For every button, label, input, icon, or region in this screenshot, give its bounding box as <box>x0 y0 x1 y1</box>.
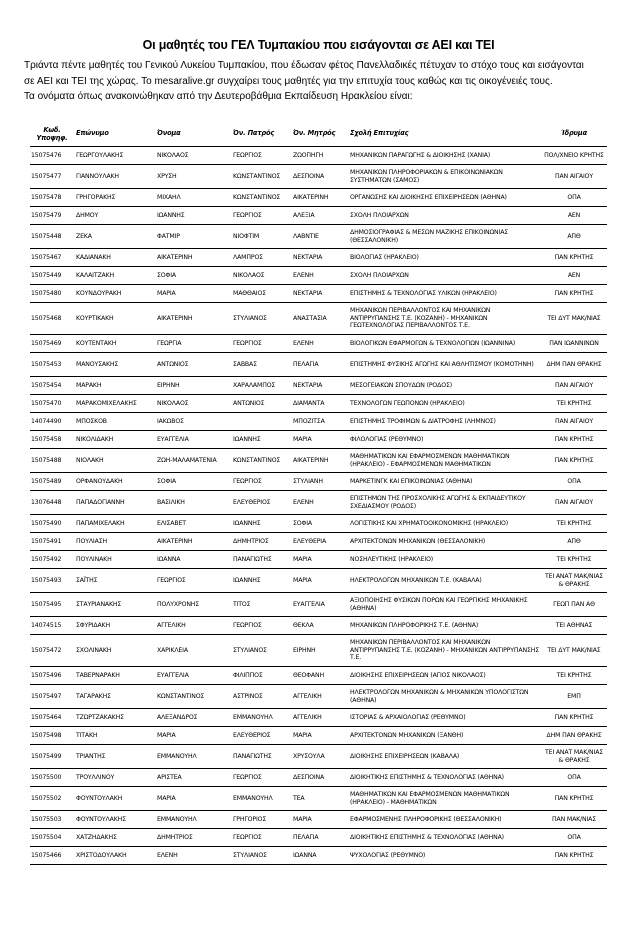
cell-school: ΜΗΧΑΝΙΚΩΝ ΠΑΡΑΓΩΓΗΣ & ΔΙΟΙΚΗΣΗΣ (ΧΑΝΙΑ) <box>348 147 541 165</box>
cell-candidate-code: 15075497 <box>30 685 74 709</box>
cell-father-name: ΕΜΜΑΝΟΥΗΛ <box>231 709 291 727</box>
cell-surname: ΤΡΟΥΛΛΙΝΟΥ <box>74 769 155 787</box>
cell-first-name: ΖΩΗ-ΜΑΛΑΜΑΤΕΝΙΑ <box>155 449 231 473</box>
cell-school: ΙΣΤΟΡΙΑΣ & ΑΡΧΑΙΟΛΟΓΙΑΣ (ΡΕΘΥΜΝΟ) <box>348 709 541 727</box>
cell-candidate-code: 15075454 <box>30 377 74 395</box>
cell-first-name: ΑΙΚΑΤΕΡΙΝΗ <box>155 533 231 551</box>
cell-institution: ΤΕΙ ΑΝΑΤ ΜΑΚ/ΝΙΑΣ & ΘΡΑΚΗΣ <box>541 569 607 593</box>
table-row <box>30 593 607 617</box>
cell-father-name: ΚΩΝΣΤΑΝΤΙΝΟΣ <box>231 449 291 473</box>
cell-first-name: ΕΥΑΓΓΕΛΙΑ <box>155 667 231 685</box>
cell-surname: ΖΕΚΑ <box>74 225 155 249</box>
table-row <box>30 635 607 667</box>
cell-mother-name: ΔΕΣΠΟΙΝΑ <box>291 769 348 787</box>
header-father-name: Όν. Πατρός <box>231 122 291 147</box>
cell-surname: ΓΕΩΡΓΟΥΛΑΚΗΣ <box>74 147 155 165</box>
cell-first-name: ΣΟΦΙΑ <box>155 267 231 285</box>
cell-father-name: ΓΕΩΡΓΙΟΣ <box>231 147 291 165</box>
cell-mother-name: ΣΟΦΙΑ <box>291 515 348 533</box>
cell-surname: ΔΗΜΟΥ <box>74 207 155 225</box>
cell-institution: ΠΑΝ ΑΙΓΑΙΟΥ <box>541 165 607 189</box>
cell-mother-name: ΜΑΡΙΑ <box>291 569 348 593</box>
cell-mother-name: ΕΛΕΝΗ <box>291 267 348 285</box>
cell-candidate-code: 15075498 <box>30 727 74 745</box>
cell-mother-name: ΛΑΒΝΤΙΕ <box>291 225 348 249</box>
cell-school: ΜΑΡΚΕΤΙΝΓΚ ΚΑΙ ΕΠΙΚΟΙΝΩΝΙΑΣ (ΑΘΗΝΑ) <box>348 473 541 491</box>
cell-mother-name: ΕΛΕΥΘΕΡΙΑ <box>291 533 348 551</box>
cell-first-name: ΧΡΥΣΗ <box>155 165 231 189</box>
cell-school: ΗΛΕΚΤΡΟΛΟΓΩΝ ΜΗΧΑΝΙΚΩΝ Τ.Ε. (ΚΑΒΑΛΑ) <box>348 569 541 593</box>
table-row <box>30 847 607 865</box>
cell-candidate-code: 15075449 <box>30 267 74 285</box>
cell-first-name: ΕΥΑΓΓΕΛΙΑ <box>155 431 231 449</box>
cell-mother-name: ΕΛΕΝΗ <box>291 491 348 515</box>
header-first-name: Όνομα <box>155 122 231 147</box>
cell-school: ΔΙΟΙΚΗΤΙΚΗΣ ΕΠΙΣΤΗΜΗΣ & ΤΕΧΝΟΛΟΓΙΑΣ (ΑΘΗΝΑ) <box>348 829 541 847</box>
cell-surname: ΜΑΡΑΚΟΜΙΧΕΛΑΚΗΣ <box>74 395 155 413</box>
cell-first-name: ΜΑΡΙΑ <box>155 787 231 811</box>
cell-mother-name: ΝΕΚΤΑΡΙΑ <box>291 285 348 303</box>
cell-school: ΜΗΧΑΝΙΚΩΝ ΠΛΗΡΟΦΟΡΙΑΚΩΝ & ΕΠΙΚΟΙΝΩΝΙΑΚΩΝ ΣΥΣΤΗΜΑΤΩΝ (ΣΑΜΟΣ) <box>348 165 541 189</box>
cell-school: ΦΙΛΟΛΟΓΙΑΣ (ΡΕΘΥΜΝΟ) <box>348 431 541 449</box>
cell-first-name: ΙΑΚΩΒΟΣ <box>155 413 231 431</box>
cell-school: ΝΟΣΗΛΕΥΤΙΚΗΣ (ΗΡΑΚΛΕΙΟ) <box>348 551 541 569</box>
cell-surname: ΓΡΗΓΟΡΑΚΗΣ <box>74 189 155 207</box>
table-row <box>30 335 607 353</box>
cell-first-name: ΕΜΜΑΝΟΥΗΛ <box>155 745 231 769</box>
header-school: Σχολή Επιτυχίας <box>348 122 541 147</box>
cell-father-name: ΣΤΥΛΙΑΝΟΣ <box>231 635 291 667</box>
cell-first-name: ΜΙΧΑΗΛ <box>155 189 231 207</box>
cell-school: ΨΥΧΟΛΟΓΙΑΣ (ΡΕΘΥΜΝΟ) <box>348 847 541 865</box>
cell-father-name: ΓΕΩΡΓΙΟΣ <box>231 207 291 225</box>
document-title: Οι μαθητές του ΓΕΛ Τυμπακίου που εισάγονται σε ΑΕΙ και ΤΕΙ <box>142 38 495 52</box>
cell-candidate-code: 15075492 <box>30 551 74 569</box>
header-surname: Επώνυμο <box>74 122 155 147</box>
cell-mother-name: ΜΠΟΖΙΤΣΑ <box>291 413 348 431</box>
header-candidate-code: Κωδ. Υποψηφ. <box>30 122 74 147</box>
cell-mother-name: ΘΕΟΦΑΝΗ <box>291 667 348 685</box>
cell-mother-name: ΜΑΡΙΑ <box>291 551 348 569</box>
cell-surname: ΤΑΓΑΡΑΚΗΣ <box>74 685 155 709</box>
cell-candidate-code: 15075503 <box>30 811 74 829</box>
cell-school: ΔΙΟΙΚΗΣΗΣ ΕΠΙΧΕΙΡΗΣΕΩΝ (ΑΓΙΟΣ ΝΙΚΟΛΑΟΣ) <box>348 667 541 685</box>
cell-father-name: ΕΛΕΥΘΕΡΙΟΣ <box>231 727 291 745</box>
cell-mother-name: ΘΕΚΛΑ <box>291 617 348 635</box>
cell-candidate-code: 15075478 <box>30 189 74 207</box>
cell-first-name: ΑΛΕΞΑΝΔΡΟΣ <box>155 709 231 727</box>
table-row <box>30 551 607 569</box>
cell-candidate-code: 15075499 <box>30 745 74 769</box>
cell-school: ΕΠΙΣΤΗΜΗΣ & ΤΕΧΝΟΛΟΓΙΑΣ ΥΛΙΚΩΝ (ΗΡΑΚΛΕΙΟ) <box>348 285 541 303</box>
cell-institution: ΠΑΝ ΑΙΓΑΙΟΥ <box>541 491 607 515</box>
cell-surname: ΣΦΥΡΙΔΑΚΗ <box>74 617 155 635</box>
cell-mother-name: ΠΕΛΑΓΙΑ <box>291 829 348 847</box>
cell-candidate-code: 15075468 <box>30 303 74 335</box>
cell-surname: ΠΟΥΛΙΝΑΚΗ <box>74 551 155 569</box>
cell-first-name: ΕΛΕΝΗ <box>155 847 231 865</box>
cell-mother-name: ΣΤΥΛΙΑΝΗ <box>291 473 348 491</box>
cell-mother-name: ΖΩΟΠΗΓΗ <box>291 147 348 165</box>
cell-surname: ΚΑΔΙΑΝΑΚΗ <box>74 249 155 267</box>
cell-father-name: ΣΑΒΒΑΣ <box>231 353 291 377</box>
table-row <box>30 189 607 207</box>
cell-first-name: ΜΑΡΙΑ <box>155 285 231 303</box>
cell-surname: ΚΑΛΑΙΤΖΑΚΗ <box>74 267 155 285</box>
cell-school: ΜΑΘΗΜΑΤΙΚΩΝ ΚΑΙ ΕΦΑΡΜΟΣΜΕΝΩΝ ΜΑΘΗΜΑΤΙΚΩΝ (ΗΡΑΚΛΕΙΟ) - ΕΦΑΡΜΟΣΜΕΝΩΝ ΜΑΘΗΜΑΤΙΚΩΝ <box>348 449 541 473</box>
cell-candidate-code: 15075469 <box>30 335 74 353</box>
cell-mother-name: ΔΕΣΠΟΙΝΑ <box>291 165 348 189</box>
cell-school: ΕΦΑΡΜΟΣΜΕΝΗΣ ΠΛΗΡΟΦΟΡΙΚΗΣ (ΘΕΣΣΑΛΟΝΙΚΗ) <box>348 811 541 829</box>
cell-candidate-code: 15075476 <box>30 147 74 165</box>
cell-candidate-code: 14074515 <box>30 617 74 635</box>
cell-institution: ΤΕΙ ΔΥΤ ΜΑΚ/ΝΙΑΣ <box>541 635 607 667</box>
cell-first-name: ΑΓΓΕΛΙΚΗ <box>155 617 231 635</box>
cell-candidate-code: 15075466 <box>30 847 74 865</box>
cell-school: ΑΡΧΙΤΕΚΤΟΝΩΝ ΜΗΧΑΝΙΚΩΝ (ΞΑΝΘΗ) <box>348 727 541 745</box>
cell-father-name: ΛΑΜΠΡΟΣ <box>231 249 291 267</box>
cell-father-name: ΕΛΕΥΘΕΡΙΟΣ <box>231 491 291 515</box>
cell-school: ΜΑΘΗΜΑΤΙΚΩΝ ΚΑΙ ΕΦΑΡΜΟΣΜΕΝΩΝ ΜΑΘΗΜΑΤΙΚΩΝ (ΗΡΑΚΛΕΙΟ) - ΜΑΘΗΜΑΤΙΚΩΝ <box>348 787 541 811</box>
cell-mother-name: ΑΓΓΕΛΙΚΗ <box>291 685 348 709</box>
cell-school: ΜΗΧΑΝΙΚΩΝ ΠΛΗΡΟΦΟΡΙΚΗΣ Τ.Ε. (ΑΘΗΝΑ) <box>348 617 541 635</box>
cell-surname: ΠΟΥΛΙΑΣΗ <box>74 533 155 551</box>
cell-school: ΣΧΟΛΗ ΠΛΟΙΑΡΧΩΝ <box>348 207 541 225</box>
cell-father-name: ΓΕΩΡΓΙΟΣ <box>231 617 291 635</box>
cell-mother-name: ΑΛΕΞΙΑ <box>291 207 348 225</box>
table-row <box>30 491 607 515</box>
cell-candidate-code: 15075493 <box>30 569 74 593</box>
cell-school: ΔΙΟΙΚΗΣΗΣ ΕΠΙΧΕΙΡΗΣΕΩΝ (ΚΑΒΑΛΑ) <box>348 745 541 769</box>
table-row <box>30 395 607 413</box>
cell-mother-name: ΕΥΑΓΓΕΛΙΑ <box>291 593 348 617</box>
cell-father-name: ΣΤΥΛΙΑΝΟΣ <box>231 303 291 335</box>
table-row <box>30 787 607 811</box>
cell-first-name: ΝΙΚΟΛΑΟΣ <box>155 147 231 165</box>
cell-school: ΛΟΓΙΣΤΙΚΗΣ ΚΑΙ ΧΡΗΜΑΤΟΟΙΚΟΝΟΜΙΚΗΣ (ΗΡΑΚΛΕΙΟ) <box>348 515 541 533</box>
cell-school: ΜΕΣΟΓΕΙΑΚΩΝ ΣΠΟΥΔΩΝ (ΡΟΔΟΣ) <box>348 377 541 395</box>
cell-institution: ΕΜΠ <box>541 685 607 709</box>
cell-surname: ΤΖΩΡΤΖΑΚΑΚΗΣ <box>74 709 155 727</box>
cell-surname: ΜΠΟΣΚΟΒ <box>74 413 155 431</box>
cell-institution: ΤΕΙ ΔΥΤ ΜΑΚ/ΝΙΑΣ <box>541 303 607 335</box>
cell-candidate-code: 15075464 <box>30 709 74 727</box>
table-row <box>30 431 607 449</box>
cell-father-name: ΙΩΑΝΝΗΣ <box>231 569 291 593</box>
cell-surname: ΟΡΦΑΝΟΥΔΑΚΗ <box>74 473 155 491</box>
table-row <box>30 249 607 267</box>
cell-surname: ΧΡΙΣΤΟΔΟΥΛΑΚΗ <box>74 847 155 865</box>
cell-father-name: ΙΩΑΝΝΗΣ <box>231 515 291 533</box>
cell-institution: ΠΑΝ ΑΙΓΑΙΟΥ <box>541 377 607 395</box>
table-header-row <box>30 122 607 147</box>
cell-candidate-code: 15075490 <box>30 515 74 533</box>
cell-institution: ΠΑΝ ΚΡΗΤΗΣ <box>541 431 607 449</box>
cell-school: ΑΡΧΙΤΕΚΤΟΝΩΝ ΜΗΧΑΝΙΚΩΝ (ΘΕΣΣΑΛΟΝΙΚΗ) <box>348 533 541 551</box>
cell-mother-name: ΝΕΚΤΑΡΙΑ <box>291 249 348 267</box>
cell-mother-name: ΑΙΚΑΤΕΡΙΝΗ <box>291 189 348 207</box>
cell-surname: ΚΟΥΝΔΟΥΡΑΚΗ <box>74 285 155 303</box>
table-row <box>30 377 607 395</box>
cell-father-name <box>231 413 291 431</box>
cell-father-name: ΓΕΩΡΓΙΟΣ <box>231 473 291 491</box>
intro-line: Τριάντα πέντε μαθητές του Γενικού Λυκείου Τυμπακίου, που έδωσαν φέτος Πανελλαδικές πέτυχαν το στόχο τους και εισάγονται <box>24 60 584 71</box>
cell-first-name: ΑΙΚΑΤΕΡΙΝΗ <box>155 249 231 267</box>
cell-father-name: ΤΙΤΟΣ <box>231 593 291 617</box>
table-row <box>30 829 607 847</box>
cell-candidate-code: 15075491 <box>30 533 74 551</box>
cell-institution: ΠΑΝ ΚΡΗΤΗΣ <box>541 449 607 473</box>
cell-surname: ΦΟΥΝΤΟΥΛΑΚΗΣ <box>74 811 155 829</box>
cell-candidate-code: 15075488 <box>30 449 74 473</box>
cell-institution: ΠΟΛ/ΧΝΕΙΟ ΚΡΗΤΗΣ <box>541 147 607 165</box>
table-row <box>30 303 607 335</box>
cell-institution: ΤΕΙ ΚΡΗΤΗΣ <box>541 515 607 533</box>
cell-surname: ΦΟΥΝΤΟΥΛΑΚΗ <box>74 787 155 811</box>
table-row <box>30 515 607 533</box>
cell-surname: ΤΡΙΑΝΤΗΣ <box>74 745 155 769</box>
table-row <box>30 745 607 769</box>
table-row <box>30 147 607 165</box>
cell-first-name: ΓΕΩΡΓΙΑ <box>155 335 231 353</box>
table-row <box>30 769 607 787</box>
table-row <box>30 569 607 593</box>
cell-first-name: ΕΛΙΣΑΒΕΤ <box>155 515 231 533</box>
cell-institution: ΔΗΜ ΠΑΝ ΘΡΑΚΗΣ <box>541 353 607 377</box>
cell-institution: ΟΠΑ <box>541 473 607 491</box>
cell-father-name: ΝΙΚΟΛΑΟΣ <box>231 267 291 285</box>
table-row <box>30 811 607 829</box>
cell-father-name: ΠΑΝΑΓΙΩΤΗΣ <box>231 745 291 769</box>
cell-father-name: ΚΩΝΣΤΑΝΤΙΝΟΣ <box>231 165 291 189</box>
cell-surname: ΓΙΑΝΝΟΥΛΑΚΗ <box>74 165 155 189</box>
cell-institution: ΓΕΩΠ ΠΑΝ ΑΘ <box>541 593 607 617</box>
cell-institution: ΤΕΙ ΚΡΗΤΗΣ <box>541 667 607 685</box>
table-row <box>30 165 607 189</box>
cell-mother-name: ΠΕΛΑΓΙΑ <box>291 353 348 377</box>
cell-first-name: ΠΟΛΥΧΡΟΝΗΣ <box>155 593 231 617</box>
cell-institution: ΠΑΝ ΚΡΗΤΗΣ <box>541 787 607 811</box>
cell-school: ΑΞΙΟΠΟΙΗΣΗΣ ΦΥΣΙΚΩΝ ΠΟΡΩΝ ΚΑΙ ΓΕΩΡΓΙΚΗΣ ΜΗΧΑΝΙΚΗΣ (ΑΘΗΝΑ) <box>348 593 541 617</box>
cell-father-name: ΝΙΟΦΤΙΜ <box>231 225 291 249</box>
cell-candidate-code: 15075470 <box>30 395 74 413</box>
cell-surname: ΤΙΤΑΚΗ <box>74 727 155 745</box>
cell-surname: ΚΟΥΤΕΝΤΑΚΗ <box>74 335 155 353</box>
cell-first-name: ΕΜΜΑΝΟΥΗΛ <box>155 811 231 829</box>
cell-mother-name: ΔΙΑΜΑΝΤΑ <box>291 395 348 413</box>
cell-father-name: ΑΝΤΩΝΙΟΣ <box>231 395 291 413</box>
cell-first-name: ΑΝΤΩΝΙΟΣ <box>155 353 231 377</box>
cell-candidate-code: 15075502 <box>30 787 74 811</box>
cell-institution: ΑΕΝ <box>541 267 607 285</box>
cell-surname: ΠΑΠΑΜΙΧΕΛΑΚΗ <box>74 515 155 533</box>
cell-candidate-code: 14074490 <box>30 413 74 431</box>
cell-first-name: ΑΙΚΑΤΕΡΙΝΗ <box>155 303 231 335</box>
cell-mother-name: ΑΝΑΣΤΑΣΙΑ <box>291 303 348 335</box>
table-row <box>30 709 607 727</box>
cell-candidate-code: 15075453 <box>30 353 74 377</box>
table-row <box>30 617 607 635</box>
cell-first-name: ΙΩΑΝΝΑ <box>155 551 231 569</box>
cell-father-name: ΣΤΥΛΙΑΝΟΣ <box>231 847 291 865</box>
cell-father-name: ΓΕΩΡΓΙΟΣ <box>231 829 291 847</box>
cell-surname: ΣΑΪΤΗΣ <box>74 569 155 593</box>
cell-father-name: ΑΣΤΡΙΝΟΣ <box>231 685 291 709</box>
cell-school: ΔΗΜΟΣΙΟΓΡΑΦΙΑΣ & ΜΕΣΩΝ ΜΑΖΙΚΗΣ ΕΠΙΚΟΙΝΩΝΙΑΣ (ΘΕΣΣΑΛΟΝΙΚΗ) <box>348 225 541 249</box>
table-row <box>30 413 607 431</box>
table-row <box>30 207 607 225</box>
cell-first-name: ΦΑΤΜΙΡ <box>155 225 231 249</box>
cell-father-name: ΧΑΡΑΛΑΜΠΟΣ <box>231 377 291 395</box>
intro-line: Τα ονόματα όπως ανακοινώθηκαν από την Δευτεροβάθμια Εκπαίδευση Ηρακλείου είναι: <box>24 91 413 102</box>
cell-candidate-code: 15075467 <box>30 249 74 267</box>
cell-first-name: ΓΕΩΡΓΙΟΣ <box>155 569 231 593</box>
table-row <box>30 533 607 551</box>
cell-mother-name: ΤΕΑ <box>291 787 348 811</box>
cell-candidate-code: 15075496 <box>30 667 74 685</box>
cell-institution: ΠΑΝ ΚΡΗΤΗΣ <box>541 285 607 303</box>
cell-institution: ΤΕΙ ΚΡΗΤΗΣ <box>541 551 607 569</box>
cell-institution: ΠΑΝ ΚΡΗΤΗΣ <box>541 847 607 865</box>
cell-candidate-code: 15075448 <box>30 225 74 249</box>
cell-candidate-code: 15075504 <box>30 829 74 847</box>
cell-school: ΕΠΙΣΤΗΜΗΣ ΤΡΟΦΙΜΩΝ & ΔΙΑΤΡΟΦΗΣ (ΛΗΜΝΟΣ) <box>348 413 541 431</box>
cell-school: ΗΛΕΚΤΡΟΛΟΓΩΝ ΜΗΧΑΝΙΚΩΝ & ΜΗΧΑΝΙΚΩΝ ΥΠΟΛΟΓΙΣΤΩΝ (ΑΘΗΝΑ) <box>348 685 541 709</box>
cell-mother-name: ΝΕΚΤΑΡΙΑ <box>291 377 348 395</box>
cell-candidate-code: 15075500 <box>30 769 74 787</box>
cell-institution: ΠΑΝ ΚΡΗΤΗΣ <box>541 709 607 727</box>
table-row <box>30 727 607 745</box>
cell-father-name: ΕΜΜΑΝΟΥΗΛ <box>231 787 291 811</box>
cell-father-name: ΜΑΘΘΑΙΟΣ <box>231 285 291 303</box>
cell-mother-name: ΧΡΥΣΟΥΛΑ <box>291 745 348 769</box>
cell-surname: ΣΤΑΥΡΙΑΝΑΚΗΣ <box>74 593 155 617</box>
cell-father-name: ΙΩΑΝΝΗΣ <box>231 431 291 449</box>
cell-first-name: ΙΩΑΝΝΗΣ <box>155 207 231 225</box>
cell-institution: ΔΗΜ ΠΑΝ ΘΡΑΚΗΣ <box>541 727 607 745</box>
intro-line: σε ΑΕΙ και ΤΕΙ της χώρας. Το mesaralive.gr συγχαίρει τους μαθητές για την επιτυχία τους καθώς και τις οικογένειές τους. <box>24 75 553 87</box>
cell-first-name: ΧΑΡΙΚΛΕΙΑ <box>155 635 231 667</box>
cell-surname: ΤΑΒΕΡΝΑΡΑΚΗ <box>74 667 155 685</box>
cell-candidate-code: 15075479 <box>30 207 74 225</box>
table-row <box>30 225 607 249</box>
cell-candidate-code: 15075489 <box>30 473 74 491</box>
cell-candidate-code: 13076448 <box>30 491 74 515</box>
cell-surname: ΠΑΠΑΔΟΓΙΑΝΝΗ <box>74 491 155 515</box>
cell-surname: ΣΧΟΛΙΝΑΚΗ <box>74 635 155 667</box>
cell-mother-name: ΕΙΡΗΝΗ <box>291 635 348 667</box>
cell-mother-name: ΑΓΓΕΛΙΚΗ <box>291 709 348 727</box>
cell-institution: ΤΕΙ ΑΘΗΝΑΣ <box>541 617 607 635</box>
header-mother-name: Όν. Μητρός <box>291 122 348 147</box>
cell-first-name: ΔΗΜΗΤΡΙΟΣ <box>155 829 231 847</box>
cell-school: ΜΗΧΑΝΙΚΩΝ ΠΕΡΙΒΑΛΛΟΝΤΟΣ ΚΑΙ ΜΗΧΑΝΙΚΩΝ ΑΝΤΙΡΡΥΠΑΝΣΗΣ Τ.Ε. (ΚΟΖΑΝΗ) - ΜΗΧΑΝΙΚΩΝ ΑΝΤΙΡΡΥΠΑΝΣΗΣ Τ.Ε. <box>348 635 541 667</box>
cell-father-name: ΚΩΝΣΤΑΝΤΙΝΟΣ <box>231 189 291 207</box>
cell-father-name: ΓΡΗΓΟΡΙΟΣ <box>231 811 291 829</box>
cell-surname: ΝΙΟΛΑΚΗ <box>74 449 155 473</box>
header-institution: Ίδρυμα <box>541 122 607 147</box>
cell-school: ΕΠΙΣΤΗΜΗΣ ΦΥΣΙΚΗΣ ΑΓΩΓΗΣ ΚΑΙ ΑΘΛΗΤΙΣΜΟΥ (ΚΟΜΟΤΗΝΗ) <box>348 353 541 377</box>
table-row <box>30 449 607 473</box>
cell-institution: ΑΠΘ <box>541 225 607 249</box>
cell-mother-name: ΑΙΚΑΤΕΡΙΝΗ <box>291 449 348 473</box>
cell-father-name: ΓΕΩΡΓΙΟΣ <box>231 769 291 787</box>
cell-institution: ΠΑΝ ΙΩΑΝΝΙΝΩΝ <box>541 335 607 353</box>
cell-institution: ΑΠΘ <box>541 533 607 551</box>
cell-institution: ΟΠΑ <box>541 769 607 787</box>
cell-institution: ΤΕΙ ΑΝΑΤ ΜΑΚ/ΝΙΑΣ & ΘΡΑΚΗΣ <box>541 745 607 769</box>
cell-school: ΔΙΟΙΚΗΤΙΚΗΣ ΕΠΙΣΤΗΜΗΣ & ΤΕΧΝΟΛΟΓΙΑΣ (ΑΘΗΝΑ) <box>348 769 541 787</box>
cell-mother-name: ΜΑΡΙΑ <box>291 811 348 829</box>
cell-school: ΟΡΓΑΝΩΣΗΣ ΚΑΙ ΔΙΟΙΚΗΣΗΣ ΕΠΙΧΕΙΡΗΣΕΩΝ (ΑΘΗΝΑ) <box>348 189 541 207</box>
cell-first-name: ΚΩΝΣΤΑΝΤΙΝΟΣ <box>155 685 231 709</box>
cell-school: ΜΗΧΑΝΙΚΩΝ ΠΕΡΙΒΑΛΛΟΝΤΟΣ ΚΑΙ ΜΗΧΑΝΙΚΩΝ ΑΝΤΙΡΡΥΠΑΝΣΗΣ Τ.Ε. (ΚΟΖΑΝΗ) - ΜΗΧΑΝΙΚΩΝ ΓΕΩΤΕΧΝΟΛΟΓΙΑΣ ΠΕΡΙΒΑΛΛΟΝΤΟΣ Τ.Ε. <box>348 303 541 335</box>
cell-institution: ΠΑΝ ΚΡΗΤΗΣ <box>541 249 607 267</box>
cell-institution: ΟΠΑ <box>541 189 607 207</box>
cell-school: ΣΧΟΛΗ ΠΛΟΙΑΡΧΩΝ <box>348 267 541 285</box>
cell-first-name: ΒΑΣΙΛΙΚΗ <box>155 491 231 515</box>
cell-surname: ΧΑΤΖΗΔΑΚΗΣ <box>74 829 155 847</box>
cell-candidate-code: 15075477 <box>30 165 74 189</box>
cell-candidate-code: 15075458 <box>30 431 74 449</box>
cell-school: ΕΠΙΣΤΗΜΩΝ ΤΗΣ ΠΡΟΣΧΟΛΙΚΗΣ ΑΓΩΓΗΣ & ΕΚΠΑΙΔΕΥΤΙΚΟΥ ΣΧΕΔΙΑΣΜΟΥ (ΡΟΔΟΣ) <box>348 491 541 515</box>
cell-institution: ΠΑΝ ΑΙΓΑΙΟΥ <box>541 413 607 431</box>
cell-father-name: ΠΑΝΑΓΙΩΤΗΣ <box>231 551 291 569</box>
cell-father-name: ΦΙΛΙΠΠΟΣ <box>231 667 291 685</box>
cell-first-name: ΝΙΚΟΛΑΟΣ <box>155 395 231 413</box>
cell-institution: ΤΕΙ ΚΡΗΤΗΣ <box>541 395 607 413</box>
cell-first-name: ΕΙΡΗΝΗ <box>155 377 231 395</box>
cell-first-name: ΜΑΡΙΑ <box>155 727 231 745</box>
cell-mother-name: ΜΑΡΙΑ <box>291 727 348 745</box>
cell-institution: ΑΕΝ <box>541 207 607 225</box>
cell-institution: ΠΑΝ ΜΑΚ/ΝΙΑΣ <box>541 811 607 829</box>
cell-surname: ΚΟΥΡΤΙΚΑΚΗ <box>74 303 155 335</box>
cell-school: ΒΙΟΛΟΓΙΑΣ (ΗΡΑΚΛΕΙΟ) <box>348 249 541 267</box>
cell-surname: ΜΑΝΟΥΣΑΚΗΣ <box>74 353 155 377</box>
table-row <box>30 667 607 685</box>
table-row <box>30 473 607 491</box>
cell-mother-name: ΙΩΑΝΝΑ <box>291 847 348 865</box>
cell-mother-name: ΜΑΡΙΑ <box>291 431 348 449</box>
cell-school: ΤΕΧΝΟΛΟΓΩΝ ΓΕΩΠΟΝΩΝ (ΗΡΑΚΛΕΙΟ) <box>348 395 541 413</box>
cell-surname: ΝΙΚΟΛΙΔΑΚΗ <box>74 431 155 449</box>
cell-candidate-code: 15075480 <box>30 285 74 303</box>
cell-father-name: ΓΕΩΡΓΙΟΣ <box>231 335 291 353</box>
cell-father-name: ΔΗΜΗΤΡΙΟΣ <box>231 533 291 551</box>
cell-surname: ΜΑΡΑΚΗ <box>74 377 155 395</box>
cell-candidate-code: 15075472 <box>30 635 74 667</box>
cell-school: ΒΙΟΛΟΓΙΚΩΝ ΕΦΑΡΜΟΓΩΝ & ΤΕΧΝΟΛΟΓΙΩΝ (ΙΩΑΝΝΙΝΑ) <box>348 335 541 353</box>
table-row <box>30 353 607 377</box>
table-row <box>30 285 607 303</box>
cell-first-name: ΑΡΙΣΤΕΑ <box>155 769 231 787</box>
table-row <box>30 685 607 709</box>
cell-first-name: ΣΟΦΙΑ <box>155 473 231 491</box>
table-row <box>30 267 607 285</box>
cell-mother-name: ΕΛΕΝΗ <box>291 335 348 353</box>
cell-institution: ΟΠΑ <box>541 829 607 847</box>
cell-candidate-code: 15075495 <box>30 593 74 617</box>
results-table <box>30 122 607 865</box>
intro-paragraph <box>18 58 619 105</box>
